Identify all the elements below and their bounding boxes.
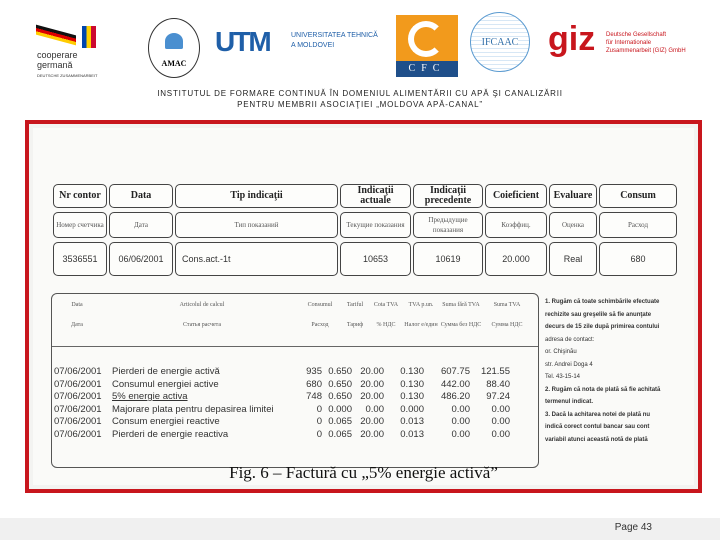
- meter-header-cell: Дата: [109, 212, 173, 238]
- calc-cell: Consum energiei reactive: [112, 416, 220, 427]
- calc-cell: 0.650: [328, 366, 352, 377]
- calc-cell: 0.650: [328, 378, 352, 390]
- note-line: indică corect contul bancar sau cont: [545, 424, 650, 430]
- note-line: 1. Rugăm că toate schimbările efectuate: [545, 299, 660, 305]
- meter-value-cell: 10653: [340, 242, 411, 276]
- logo-amac: AMAC: [148, 18, 200, 78]
- note-line: termenul indicat.: [545, 399, 594, 405]
- calc-cell: 486.20: [440, 391, 470, 402]
- calc-cell: Pierderi de energie reactiva: [112, 428, 229, 440]
- meter-value-cell: Real: [549, 242, 597, 276]
- calc-header: Сумма НДС: [491, 322, 523, 328]
- calc-cell: 07/06/2001: [54, 428, 102, 440]
- meter-header-cell: Предыдущие показания: [413, 212, 483, 238]
- note-line: rechizite sau greşelile să fie anunţate: [545, 311, 652, 318]
- calc-cell: 07/06/2001: [54, 391, 102, 402]
- calc-header: Consumul: [307, 302, 333, 308]
- calc-cell: 0.00: [491, 416, 510, 427]
- calc-cell: 0.00: [491, 428, 510, 440]
- meter-header-cell: Оценка: [549, 212, 597, 238]
- calc-header: Articolul de calcul: [179, 302, 225, 308]
- logo-giz: giz Deutsche Gesellschaft für Internationale Zusammenarbeit (GIZ) GmbH: [548, 20, 686, 58]
- meter-header-cell: Расход: [599, 212, 677, 238]
- invoice-notes: [545, 296, 695, 448]
- meter-header-cell: Tip indicaţii: [175, 184, 338, 208]
- calculation-table: [51, 293, 539, 468]
- logo-cfc: CFC: [396, 15, 458, 77]
- calc-cell: 442.00: [440, 378, 470, 390]
- calc-row: [52, 429, 538, 441]
- note-line: adresa de contact:: [545, 336, 595, 343]
- meter-value-cell: 10619: [413, 242, 483, 276]
- calc-cell: 0.00: [451, 403, 470, 415]
- meter-value-cell: Cons.act.-1t: [175, 242, 338, 276]
- meter-value-cell: 3536551: [53, 242, 107, 276]
- calc-row: [52, 379, 538, 391]
- calc-cell: 607.75: [440, 366, 470, 377]
- logo-ifcaac: IFCAAC: [470, 12, 530, 72]
- calc-header: Расход: [311, 322, 329, 328]
- calc-cell: 0.065: [328, 428, 352, 440]
- meter-value-cell: 680: [599, 242, 677, 276]
- calc-cell: 20.00: [360, 378, 384, 390]
- meter-header-cell: Indicaţii precedente: [413, 184, 483, 208]
- calc-header: % НДС: [376, 322, 396, 328]
- calc-cell: 5% energie activa: [112, 391, 188, 402]
- meter-value-cell: 20.000: [485, 242, 547, 276]
- calc-cell: 0.065: [328, 416, 352, 427]
- invoice-figure-frame: [25, 120, 702, 493]
- invoice-scan: [33, 128, 694, 485]
- note-line: variabil atunci această notă de plată: [545, 436, 648, 443]
- meter-header-cell: Indicaţii actuale: [340, 184, 411, 208]
- calc-cell: 07/06/2001: [54, 403, 102, 415]
- note-line: or. Chişinău: [545, 349, 577, 355]
- calc-cell: 0: [316, 428, 322, 440]
- calc-header: Тариф: [346, 322, 364, 328]
- meter-header-cell: Consum: [599, 184, 677, 208]
- footer-bar: [0, 518, 720, 540]
- logo-cooperare-germana: cooperare germană DEUTSCHE ZUSAMMENARBEIT: [32, 22, 108, 80]
- divider: [52, 346, 538, 347]
- calc-row: [52, 404, 538, 416]
- meter-header-cell: Текущие показания: [340, 212, 411, 238]
- calc-cell: 0.013: [400, 416, 424, 427]
- calc-cell: 935: [306, 366, 322, 377]
- calc-cell: 07/06/2001: [54, 366, 102, 377]
- calc-cell: 121.55: [480, 366, 510, 377]
- calc-cell: 07/06/2001: [54, 416, 102, 427]
- note-line: str. Andrei Doga 4: [545, 361, 593, 368]
- calc-cell: 0.00: [491, 403, 510, 415]
- calc-cell: 20.00: [360, 366, 384, 377]
- calc-cell: Majorare plata pentru depasirea limitei: [112, 403, 274, 415]
- calc-header: TVA p.un.: [408, 302, 434, 308]
- calc-cell: 748: [306, 391, 322, 402]
- calc-row: [52, 416, 538, 428]
- calc-cell: 97.24: [486, 391, 510, 402]
- logo-utm: UTM UNIVERSITATEA TEHNICĂ A MOLDOVEI: [215, 26, 378, 57]
- meter-header-cell: Data: [109, 184, 173, 208]
- note-line: 2. Rugăm că nota de plată să fie achitată: [545, 386, 661, 393]
- calc-cell: 20.00: [360, 416, 384, 427]
- calc-cell: 0.00: [365, 403, 384, 415]
- calc-cell: 0: [316, 403, 322, 415]
- calc-cell: Consumul energiei active: [112, 378, 219, 390]
- meter-value-cell: 06/06/2001: [109, 242, 173, 276]
- calc-cell: Pierderi de energie activă: [112, 366, 220, 377]
- calc-cell: 0.000: [328, 403, 352, 415]
- institute-title: INSTITUTUL DE FORMARE CONTINUĂ ÎN DOMENIUL ALIMENTĂRII CU APĂ ŞI CANALIZĂRII PENTRU MEMBRII ASOCIAŢIEI „MOLDOVA APĂ-CANAL”: [157, 89, 563, 109]
- calc-cell: 0.130: [400, 378, 424, 390]
- calc-header: Сумма без НДС: [440, 322, 482, 328]
- calc-cell: 0.130: [400, 366, 424, 377]
- calc-header: Cota TVA: [373, 302, 399, 308]
- calc-header: Дата: [71, 322, 83, 328]
- calc-cell: 0.013: [400, 428, 424, 440]
- calc-cell: 88.40: [486, 378, 510, 390]
- calc-header: Налог е/един: [404, 322, 438, 328]
- calc-cell: 20.00: [360, 428, 384, 440]
- calc-header: Suma TVA: [493, 302, 521, 308]
- calc-cell: 0.650: [328, 391, 352, 402]
- calc-header: Data: [71, 302, 83, 308]
- note-line: decurs de 15 zile după primirea contului: [545, 324, 660, 330]
- note-line: Tel. 43-15-14: [545, 374, 581, 380]
- meter-header-cell: Тип показаний: [175, 212, 338, 238]
- note-line: 3. Dacă la achitarea notei de plată nu: [545, 411, 651, 418]
- calc-row: [52, 391, 538, 403]
- calc-row: [52, 366, 538, 378]
- calc-cell: 0.00: [451, 428, 470, 440]
- calc-cell: 20.00: [360, 391, 384, 402]
- page-number: Page 43: [614, 522, 652, 533]
- calc-cell: 680: [306, 378, 322, 390]
- calc-header: Статья расчета: [183, 322, 221, 328]
- meter-header-cell: Номер счетчика: [53, 212, 107, 238]
- calc-header: Suma fără TVA: [442, 302, 480, 308]
- meter-header-cell: Evaluare: [549, 184, 597, 208]
- figure-caption: Fig. 6 – Factură cu „5% energie activă”: [229, 463, 498, 482]
- meter-header-cell: Nr contor: [53, 184, 107, 208]
- calc-cell: 0: [316, 416, 322, 427]
- calc-header: Tariful: [346, 302, 364, 308]
- meter-header-cell: Коэффиц.: [485, 212, 547, 238]
- meter-header-cell: Coieficient: [485, 184, 547, 208]
- calc-cell: 0.000: [400, 403, 424, 415]
- calc-cell: 07/06/2001: [54, 378, 102, 390]
- calc-cell: 0.00: [451, 416, 470, 427]
- calc-cell: 0.130: [400, 391, 424, 402]
